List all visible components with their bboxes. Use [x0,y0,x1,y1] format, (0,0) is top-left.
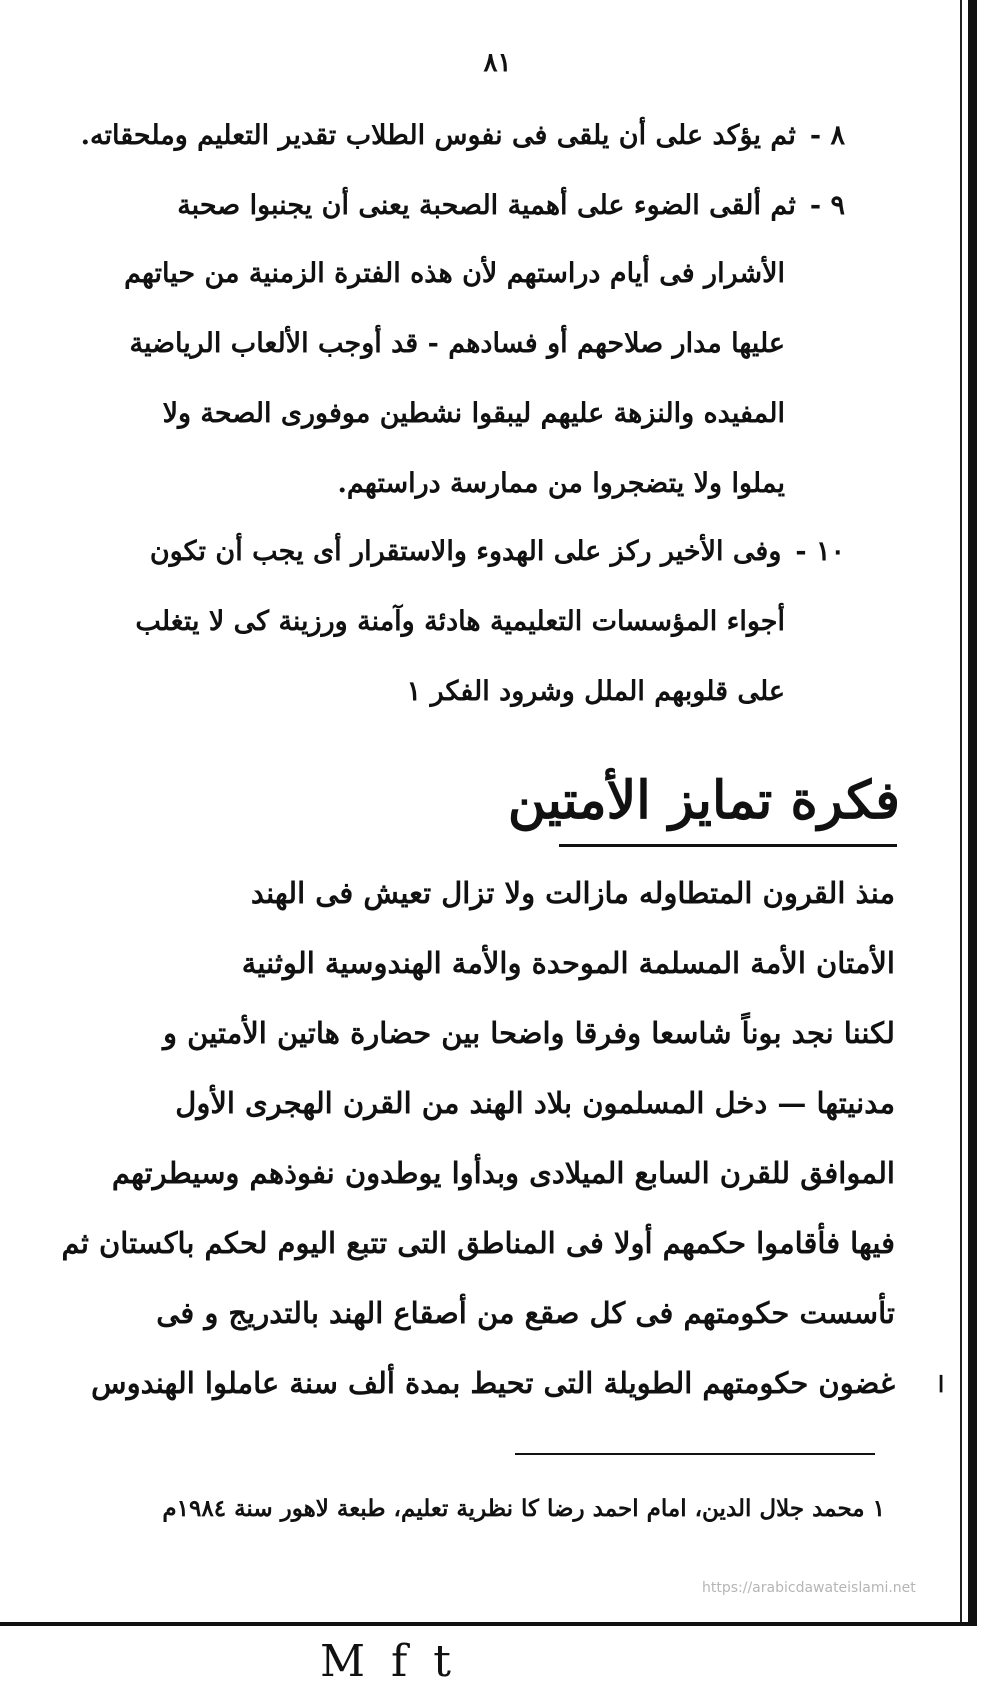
point-8 [81,120,845,152]
point-text: المفيده والنزهة عليهم ليبقوا نشطين موفورى الصحة ولا [162,398,785,429]
point-text: عليها مدار صلاحهم أو فسادهم - قد أوجب الألعاب الرياضية [129,328,785,359]
point-text: أجواء المؤسسات التعليمية هادئة وآمنة ورزينة كى لا يتغلب [135,606,785,637]
margin-mark: ا [938,1372,945,1398]
paragraph-line: الموافق للقرن السابع الميلادى وبدأوا يوطدون نفوذهم وسيطرتهم [111,1156,895,1190]
point-number: ٨ - [809,120,845,151]
point-9-line-5 [338,468,786,500]
watermark-url: https://arabicdawateislami.net [702,1580,916,1596]
point-9-line-4 [163,398,785,430]
point-9 [177,190,845,222]
point-text: يملوا ولا يتضجروا من ممارسة دراستهم. [337,468,785,499]
point-text: على قلوبهم الملل وشرود الفكر ١ [406,676,785,707]
point-number: ٩ - [809,190,845,221]
point-10-line-2 [135,606,785,638]
page-edge-line [960,0,962,1625]
footnote: ١ محمد جلال الدين، امام احمد رضا كا نظرية تعليم، طبعة لاهور سنة ١٩٨٤م [162,1495,885,1522]
point-10-line-3 [407,676,785,708]
heading-underline [559,844,897,847]
footnote-rule [515,1453,875,1455]
paragraph-line: لكننا نجد بوناً شاسعا وفرقا واضحا بين حضارة هاتين الأمتين و [163,1016,895,1050]
next-page-fragment: M f t [320,1636,457,1687]
section-heading: فكرة تمايز الأمتين [507,770,900,831]
page-number: ٨١ [483,48,512,78]
paragraph-line: منذ القرون المتطاوله مازالت ولا تزال تعيش فى الهند [250,876,895,910]
point-text: ثم ألقى الضوء على أهمية الصحبة يعنى أن يجنبوا صحبة [177,190,796,221]
paragraph-line: مدنيتها — دخل المسلمون بلاد الهند من القرن الهجرى الأول [175,1086,895,1120]
page-edge-shadow [968,0,977,1625]
point-10 [150,536,845,568]
point-9-line-3 [129,328,785,360]
paragraph-line: فيها فأقاموا حكمهم أولا فى المناطق التى تتبع اليوم لحكم باكستان ثم [61,1226,895,1260]
paragraph-line: تأسست حكومتهم فى كل صقع من أصقاع الهند بالتدريج و فى [156,1296,895,1330]
paragraph-line: الأمتان الأمة المسلمة الموحدة والأمة الهندوسية الوثنية [241,946,895,980]
point-number: ١٠ - [795,536,845,567]
point-text: الأشرار فى أيام دراستهم لأن هذه الفترة الزمنية من حياتهم [124,258,785,289]
point-text: ثم يؤكد على أن يلقى فى نفوس الطلاب تقدير التعليم وملحقاته. [80,120,796,151]
page-bottom-edge [0,1622,977,1626]
point-9-line-2 [124,258,785,290]
point-text: وفى الأخير ركز على الهدوء والاستقرار أى يجب أن تكون [149,536,782,567]
paragraph-line: غضون حكومتهم الطويلة التى تحيط بمدة ألف سنة عاملوا الهندوس [91,1366,895,1400]
